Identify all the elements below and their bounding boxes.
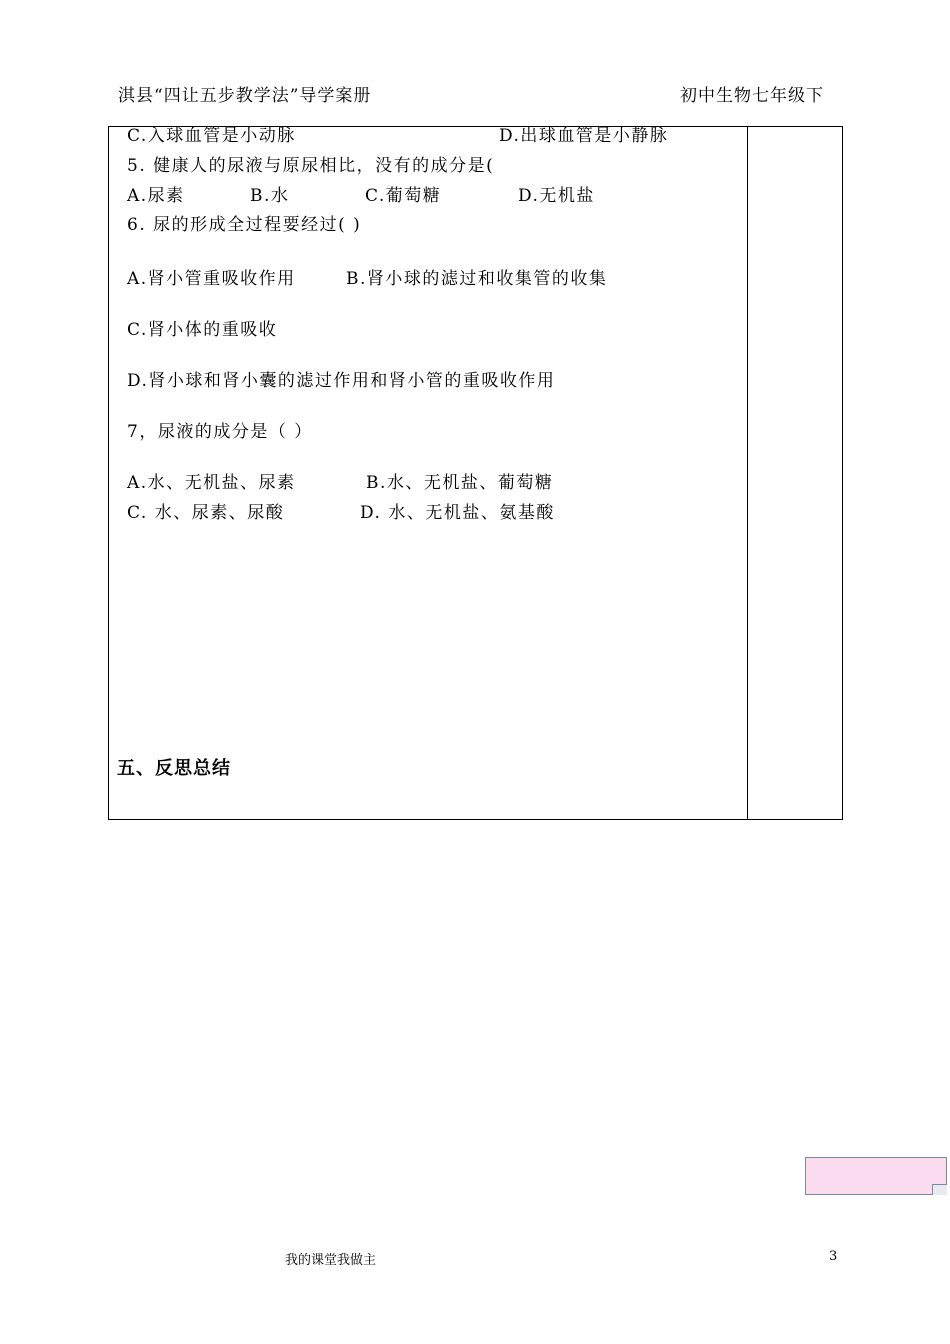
q5-stem: 5. 健康人的尿液与原尿相比，没有的成分是( [127, 156, 495, 176]
section-title-reflection: 五、反思总结 [117, 758, 231, 779]
q7-option-c: C. 水、尿素、尿酸 [127, 503, 285, 523]
q5-option-b: B.水 [250, 186, 290, 206]
q4-option-c: C.入球血管是小动脉 [127, 126, 296, 146]
q4-option-d: D.出球血管是小静脉 [499, 126, 669, 146]
header-left-title: 淇县“四让五步教学法”导学案册 [118, 86, 372, 106]
q6-stem: 6. 尿的形成全过程要经过( ) [127, 215, 362, 235]
q7-option-b: B.水、无机盐、葡萄糖 [366, 473, 554, 493]
q5-option-a: A.尿素 [127, 186, 185, 206]
q7-option-a: A.水、无机盐、尿素 [127, 473, 296, 493]
q6-option-d: D.肾小球和肾小囊的滤过作用和肾小管的重吸收作用 [127, 371, 556, 391]
q7-option-d: D. 水、无机盐、氨基酸 [360, 503, 555, 523]
sticky-note[interactable] [805, 1157, 947, 1195]
page-number: 3 [829, 1249, 838, 1264]
q7-stem: 7，尿液的成分是（ ） [127, 422, 313, 442]
note-fold-corner [932, 1184, 947, 1195]
q5-option-c: C.葡萄糖 [365, 186, 442, 206]
table-column-divider [747, 126, 748, 820]
q5-option-d: D.无机盐 [518, 186, 595, 206]
q6-option-c: C.肾小体的重吸收 [127, 320, 278, 340]
q6-option-b: B.肾小球的滤过和收集管的收集 [346, 269, 608, 289]
footer-motto: 我的课堂我做主 [285, 1253, 377, 1268]
header-right-title: 初中生物七年级下 [680, 86, 824, 106]
q6-option-a: A.肾小管重吸收作用 [127, 269, 296, 289]
